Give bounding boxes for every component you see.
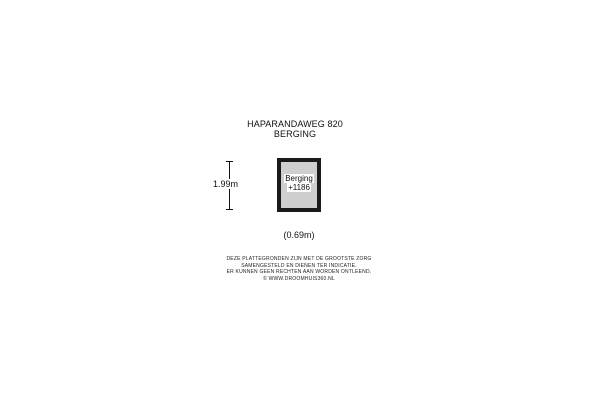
- height-dimension-tick-bottom: [226, 209, 233, 210]
- room-code: +1186: [288, 183, 310, 192]
- width-dimension-label: [0, 230, 598, 240]
- width-dimension-value: 0.69m: [286, 230, 312, 240]
- disclaimer-line: © WWW.DROOMHUIS360.NL: [263, 275, 335, 282]
- floorplan-title: [0, 119, 590, 139]
- disclaimer-line: SAMENGESTELD EN DIENEN TER INDICATIE.: [241, 262, 357, 269]
- height-dimension-tick-top: [226, 161, 233, 162]
- floor-title: BERGING: [273, 129, 317, 139]
- address-title: HAPARANDAWEG 820: [247, 119, 343, 129]
- disclaimer: [0, 256, 598, 282]
- disclaimer-line: ER KUNNEN GEEN RECHTEN AAN WORDEN ONTLEEND.: [226, 269, 372, 275]
- height-dimension-label: 1.99m: [213, 179, 239, 189]
- width-dimension-bracket-left: (: [283, 230, 287, 240]
- room-label: [277, 174, 321, 192]
- width-dimension-bracket-right: ): [311, 230, 315, 240]
- disclaimer-line: DEZE PLATTEGRONDEN ZIJN MET DE GROOTSTE ZORG: [226, 256, 372, 262]
- room-name: Berging: [285, 174, 313, 183]
